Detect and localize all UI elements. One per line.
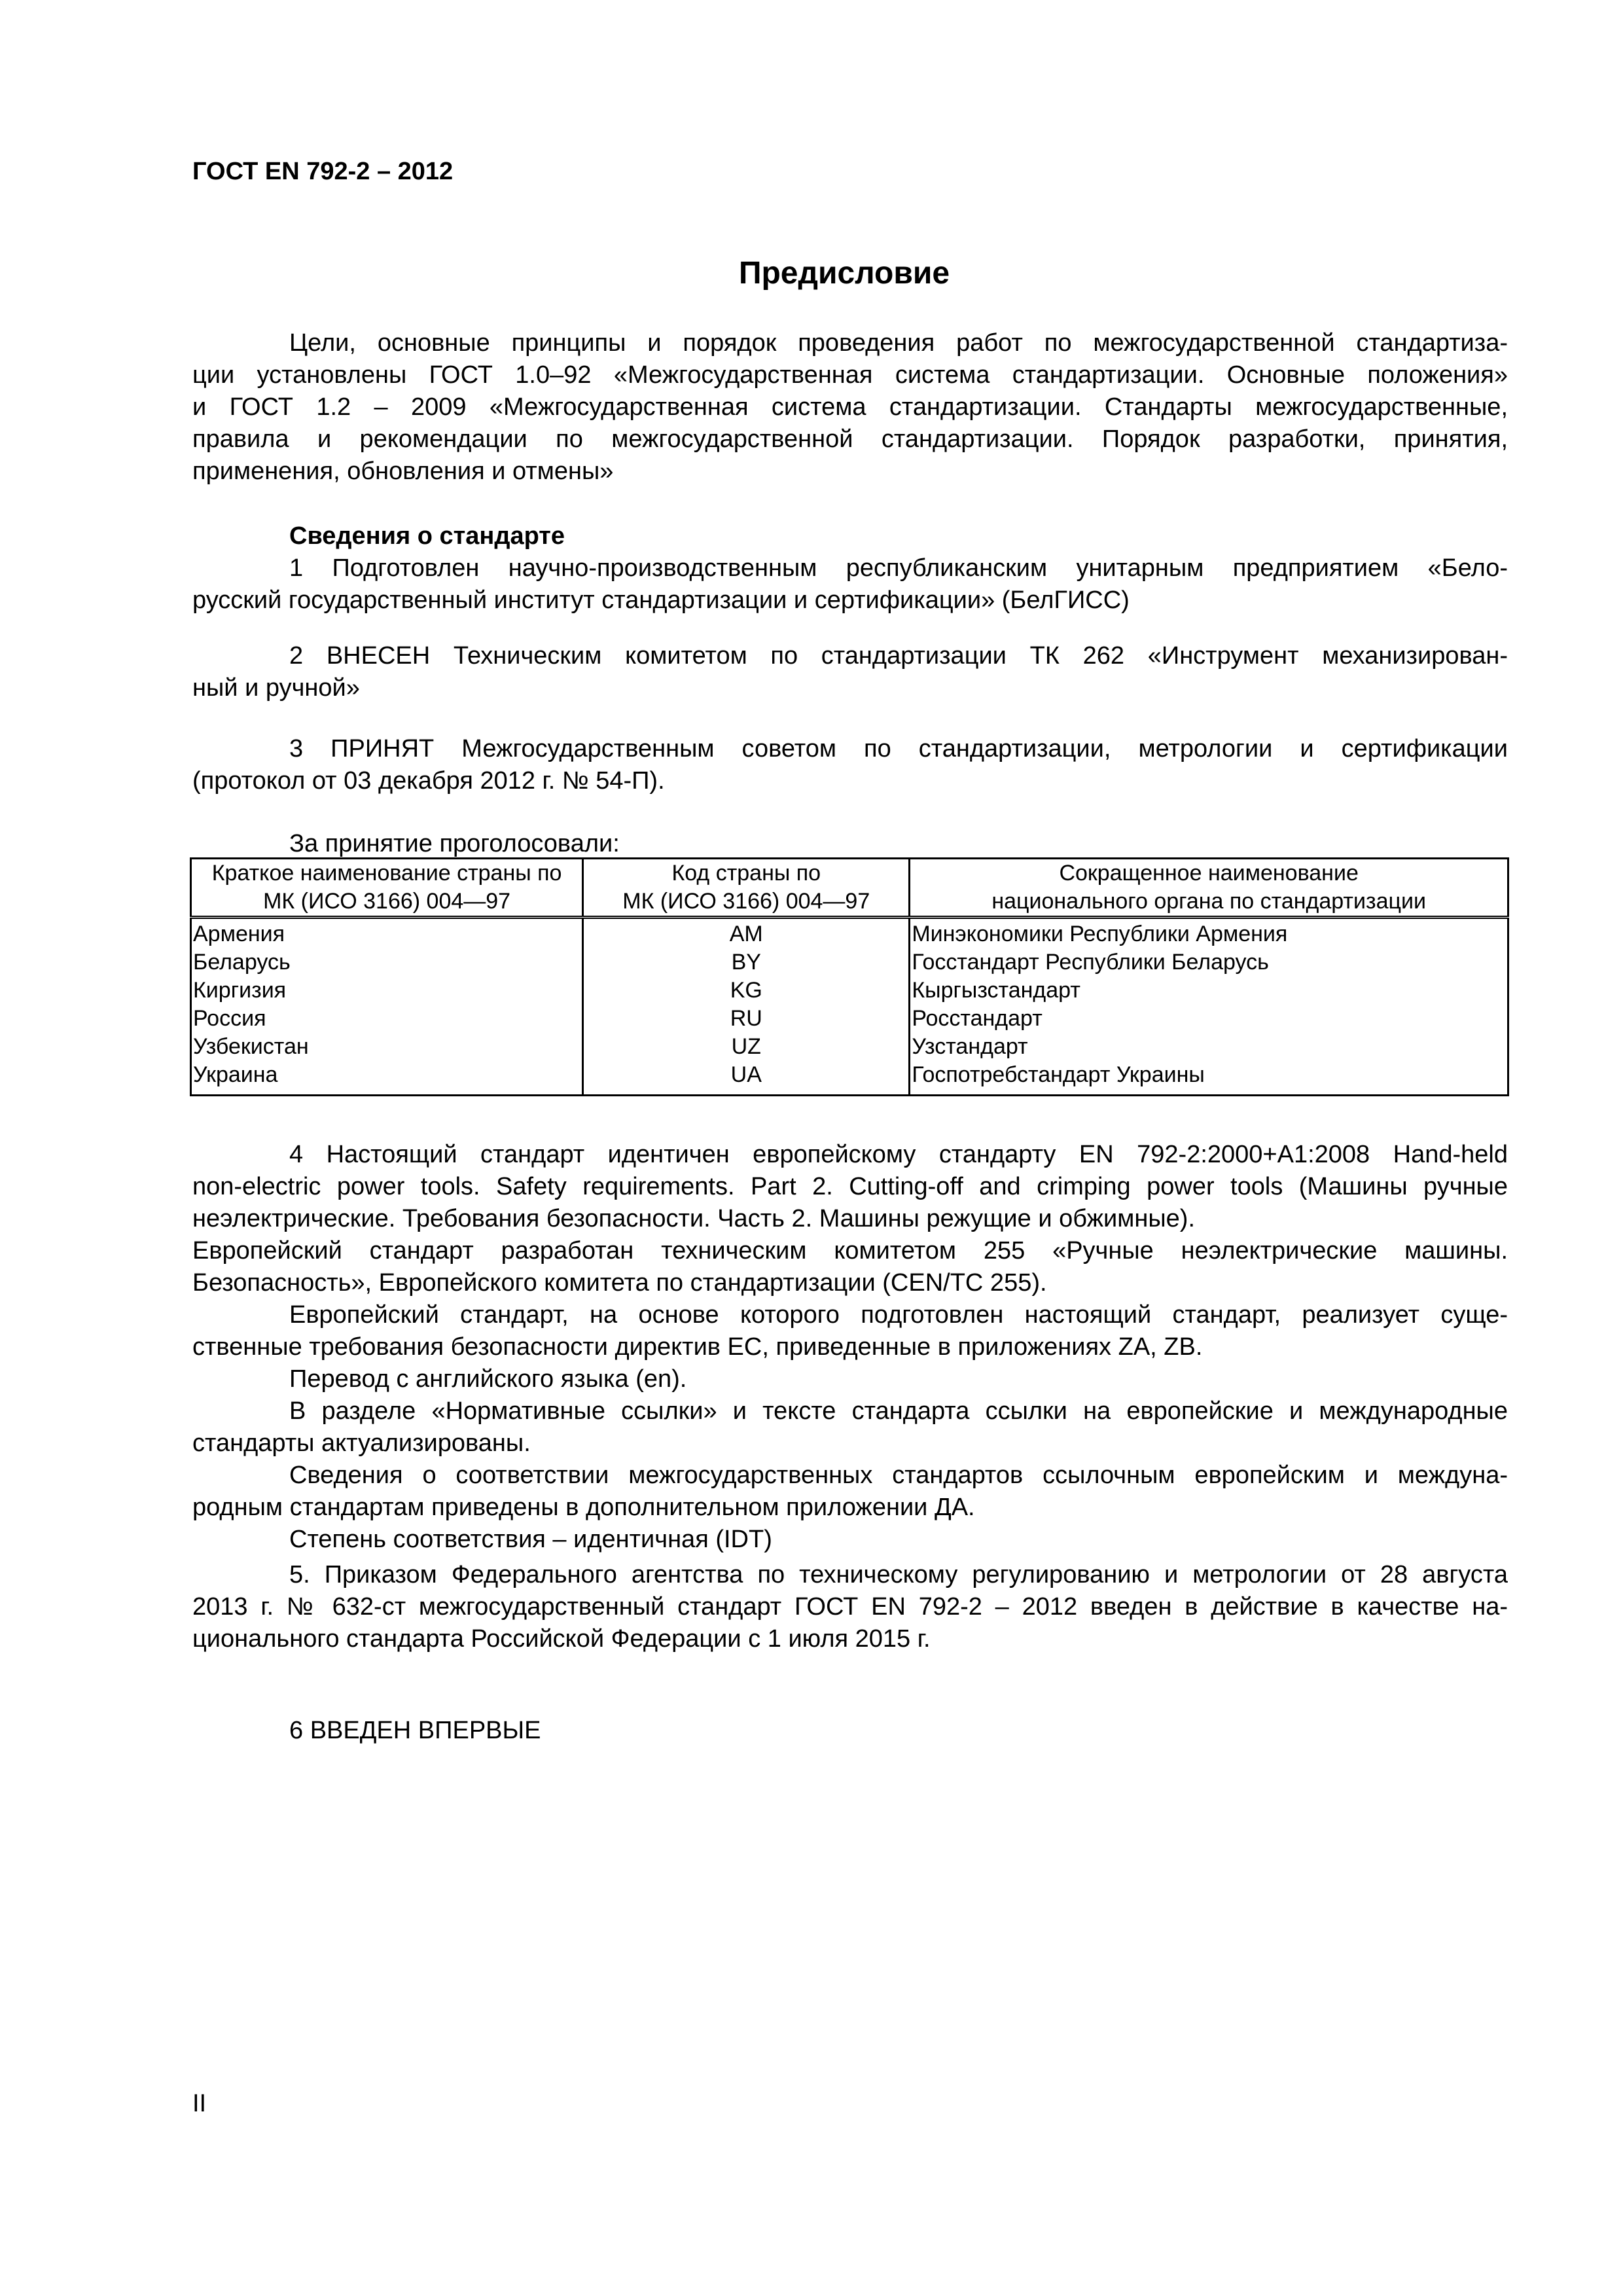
- item4-line: 4 Настоящий стандарт идентичен европейскому стандарту EN 792-2:2000+A1:2008 Hand-held: [289, 1141, 1508, 1168]
- intro-paragraph: [192, 327, 1508, 488]
- intro-line: применения, обновления и отмены»: [192, 457, 614, 485]
- item4-paragraph: [192, 1139, 1508, 1556]
- header-country: Краткое наименование страны по МК (ИСО 3166) 004—97: [191, 859, 583, 918]
- code-cell: UA: [583, 1061, 910, 1096]
- body-cell: Узстандарт: [910, 1033, 1508, 1061]
- item1-line: 1 Подготовлен научно-производственным республиканским унитарным предприятием «Бело-: [289, 554, 1508, 582]
- votes-header-row: [191, 859, 1508, 918]
- body-cell: Кыргызстандарт: [910, 977, 1508, 1005]
- table-row: [191, 977, 1508, 1005]
- country-cell: Армения: [191, 918, 583, 949]
- item5-line: 2013 г. № 632-ст межгосударственный стандарт ГОСТ EN 792-2 – 2012 введен в действие в качестве на-: [192, 1593, 1508, 1621]
- table-row: [191, 948, 1508, 977]
- code-cell: RU: [583, 1005, 910, 1033]
- item5-line: 5. Приказом Федерального агентства по техническому регулированию и метрологии от 28 августа: [289, 1561, 1508, 1588]
- page-number: II: [192, 2090, 207, 2117]
- item4-line: Европейский стандарт разработан техническим комитетом 255 «Ручные неэлектрические машины.: [192, 1237, 1508, 1265]
- item4-line: родным стандартам приведены в дополнительном приложении ДА.: [192, 1494, 975, 1521]
- country-cell: Россия: [191, 1005, 583, 1033]
- table-row: [191, 1033, 1508, 1061]
- item4-line: стандарты актуализированы.: [192, 1429, 531, 1457]
- body-cell: Госпотребстандарт Украины: [910, 1061, 1508, 1096]
- item4-line: Безопасность», Европейского комитета по стандартизации (CEN/TC 255).: [192, 1269, 1047, 1297]
- table-row: [191, 1061, 1508, 1096]
- code-cell: UZ: [583, 1033, 910, 1061]
- body-cell: Минэкономики Республики Армения: [910, 918, 1508, 949]
- country-cell: Узбекистан: [191, 1033, 583, 1061]
- item4-line: Перевод с английского языка (en).: [289, 1365, 687, 1393]
- country-cell: Беларусь: [191, 948, 583, 977]
- header-body: Сокращенное наименование национального органа по стандартизации: [910, 859, 1508, 918]
- item5-line: ционального стандарта Российской Федерации с 1 июля 2015 г.: [192, 1625, 931, 1653]
- code-cell: AM: [583, 918, 910, 949]
- item5-paragraph: [192, 1559, 1508, 1655]
- item4-line: Степень соответствия – идентичная (IDT): [289, 1526, 772, 1553]
- intro-line: правила и рекомендации по межгосударственной стандартизации. Порядок разработки, принятия,: [192, 425, 1508, 453]
- country-cell: Киргизия: [191, 977, 583, 1005]
- intro-line: и ГОСТ 1.2 – 2009 «Межгосударственная система стандартизации. Стандарты межгосударственные,: [192, 393, 1508, 421]
- body-cell: Госстандарт Республики Беларусь: [910, 948, 1508, 977]
- item4-line: Сведения о соответствии межгосударственных стандартов ссылочным европейским и междуна-: [289, 1462, 1508, 1489]
- votes-title: За принятие проголосовали:: [289, 830, 620, 857]
- body-cell: Росстандарт: [910, 1005, 1508, 1033]
- item2-line: 2 ВНЕСЕН Техническим комитетом по стандартизации ТК 262 «Инструмент механизирован-: [289, 642, 1508, 670]
- item4-line: Европейский стандарт, на основе которого подготовлен настоящий стандарт, реализует суще-: [289, 1301, 1508, 1329]
- item1-line: русский государственный институт стандартизации и сертификации» (БелГИСС): [192, 586, 1130, 614]
- page-title: Предисловие: [738, 256, 950, 291]
- item4-line: неэлектрические. Требования безопасности. Часть 2. Машины режущие и обжимные).: [192, 1205, 1196, 1232]
- item4-line: non-electric power tools. Safety requirements. Part 2. Cutting-off and crimping power tools (Машины ручные: [192, 1173, 1508, 1200]
- table-row: [191, 1005, 1508, 1033]
- country-cell: Украина: [191, 1061, 583, 1096]
- about-section: [192, 520, 1508, 617]
- intro-line: Цели, основные принципы и порядок проведения работ по межгосударственной стандартиза-: [289, 329, 1508, 357]
- item2-line: ный и ручной»: [192, 674, 360, 702]
- item3-paragraph: [192, 733, 1508, 797]
- document-code: ГОСТ EN 792-2 – 2012: [192, 158, 454, 185]
- item2-paragraph: [192, 640, 1508, 704]
- item4-line: В разделе «Нормативные ссылки» и тексте стандарта ссылки на европейские и международные: [289, 1397, 1508, 1425]
- item3-line: 3 ПРИНЯТ Межгосударственным советом по стандартизации, метрологии и сертификации: [289, 735, 1508, 762]
- header-code: Код страны по МК (ИСО 3166) 004—97: [583, 859, 910, 918]
- item4-line: ственные требования безопасности директив ЕС, приведенные в приложениях ZA, ZB.: [192, 1333, 1203, 1361]
- intro-line: ции установлены ГОСТ 1.0–92 «Межгосударственная система стандартизации. Основные положения»: [192, 361, 1508, 389]
- code-cell: KG: [583, 977, 910, 1005]
- table-row: [191, 918, 1508, 949]
- item6-paragraph: [192, 1715, 1508, 1747]
- about-heading: Сведения о стандарте: [289, 522, 565, 550]
- item3-line: (протокол от 03 декабря 2012 г. № 54-П).: [192, 767, 665, 795]
- votes-table: [190, 857, 1509, 1096]
- code-cell: BY: [583, 948, 910, 977]
- item6-line: 6 ВВЕДЕН ВПЕРВЫЕ: [289, 1717, 541, 1744]
